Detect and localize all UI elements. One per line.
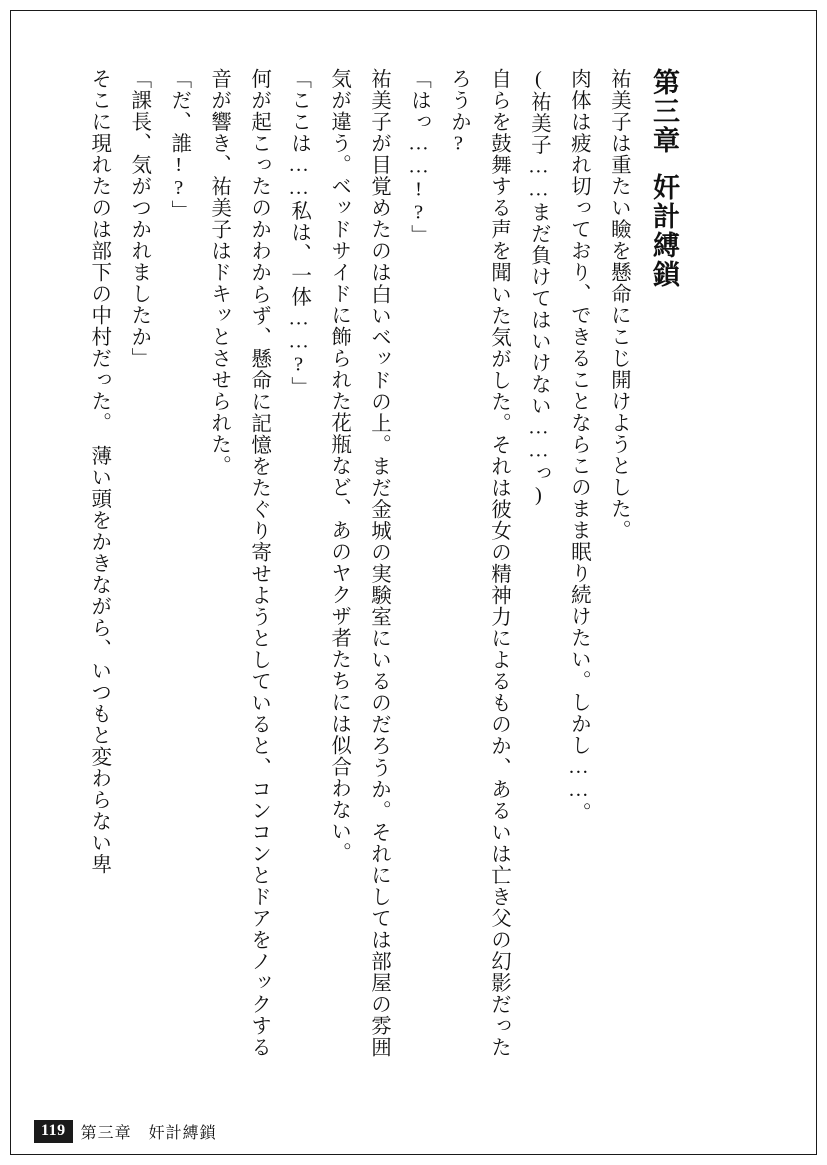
chapter-heading xyxy=(637,68,690,1052)
chapter-number: 第三章 xyxy=(649,68,679,155)
paragraph: 「ここは……私は、一体……?」 xyxy=(287,68,310,398)
paragraph: 祐美子が目覚めたのは白いベッドの上。まだ金城の実験室にいるのだろうか。それにしては部屋の雰囲気が違う。ベッドサイドに飾られた花瓶など、あのヤクザ者たちには似合わない。 xyxy=(327,68,390,1058)
paragraph: 何が起こったのかわからず、懸命に記憶をたぐり寄せようとしていると、コンコンとドアをノックする音が響き、祐美子はドキッとさせられた。 xyxy=(207,68,270,1058)
paragraph: 「はっ……!?」 xyxy=(407,68,430,246)
paragraph: (祐美子……まだ負けてはいけない……っ) xyxy=(527,68,550,507)
page-body-text xyxy=(50,68,690,1058)
footer-chapter-title: 第三章 奸計縛鎖 xyxy=(80,1125,217,1142)
paragraph: 自らを鼓舞する声を聞いた気がした。それは彼女の精神力によるものか、あるいは亡き父の幻影だったろうか? xyxy=(447,68,510,1058)
paragraph: 肉体は疲れ切っており、できることならこのまま眠り続けたい。しかし……。 xyxy=(567,68,590,824)
paragraph: そこに現れたのは部下の中村だった。 薄い頭をかきながら、いつもと変わらない卑 xyxy=(87,68,110,875)
paragraph: 祐美子は重たい瞼を懸命にこじ開けようとした。 xyxy=(607,68,630,541)
paragraph: 「課長、気がつかれましたか」 xyxy=(127,68,150,369)
chapter-name: 奸計縛鎖 xyxy=(649,173,679,289)
paragraph: 「だ、誰!?」 xyxy=(167,68,190,222)
page-footer xyxy=(34,1120,217,1143)
page-number: 119 xyxy=(34,1120,73,1143)
